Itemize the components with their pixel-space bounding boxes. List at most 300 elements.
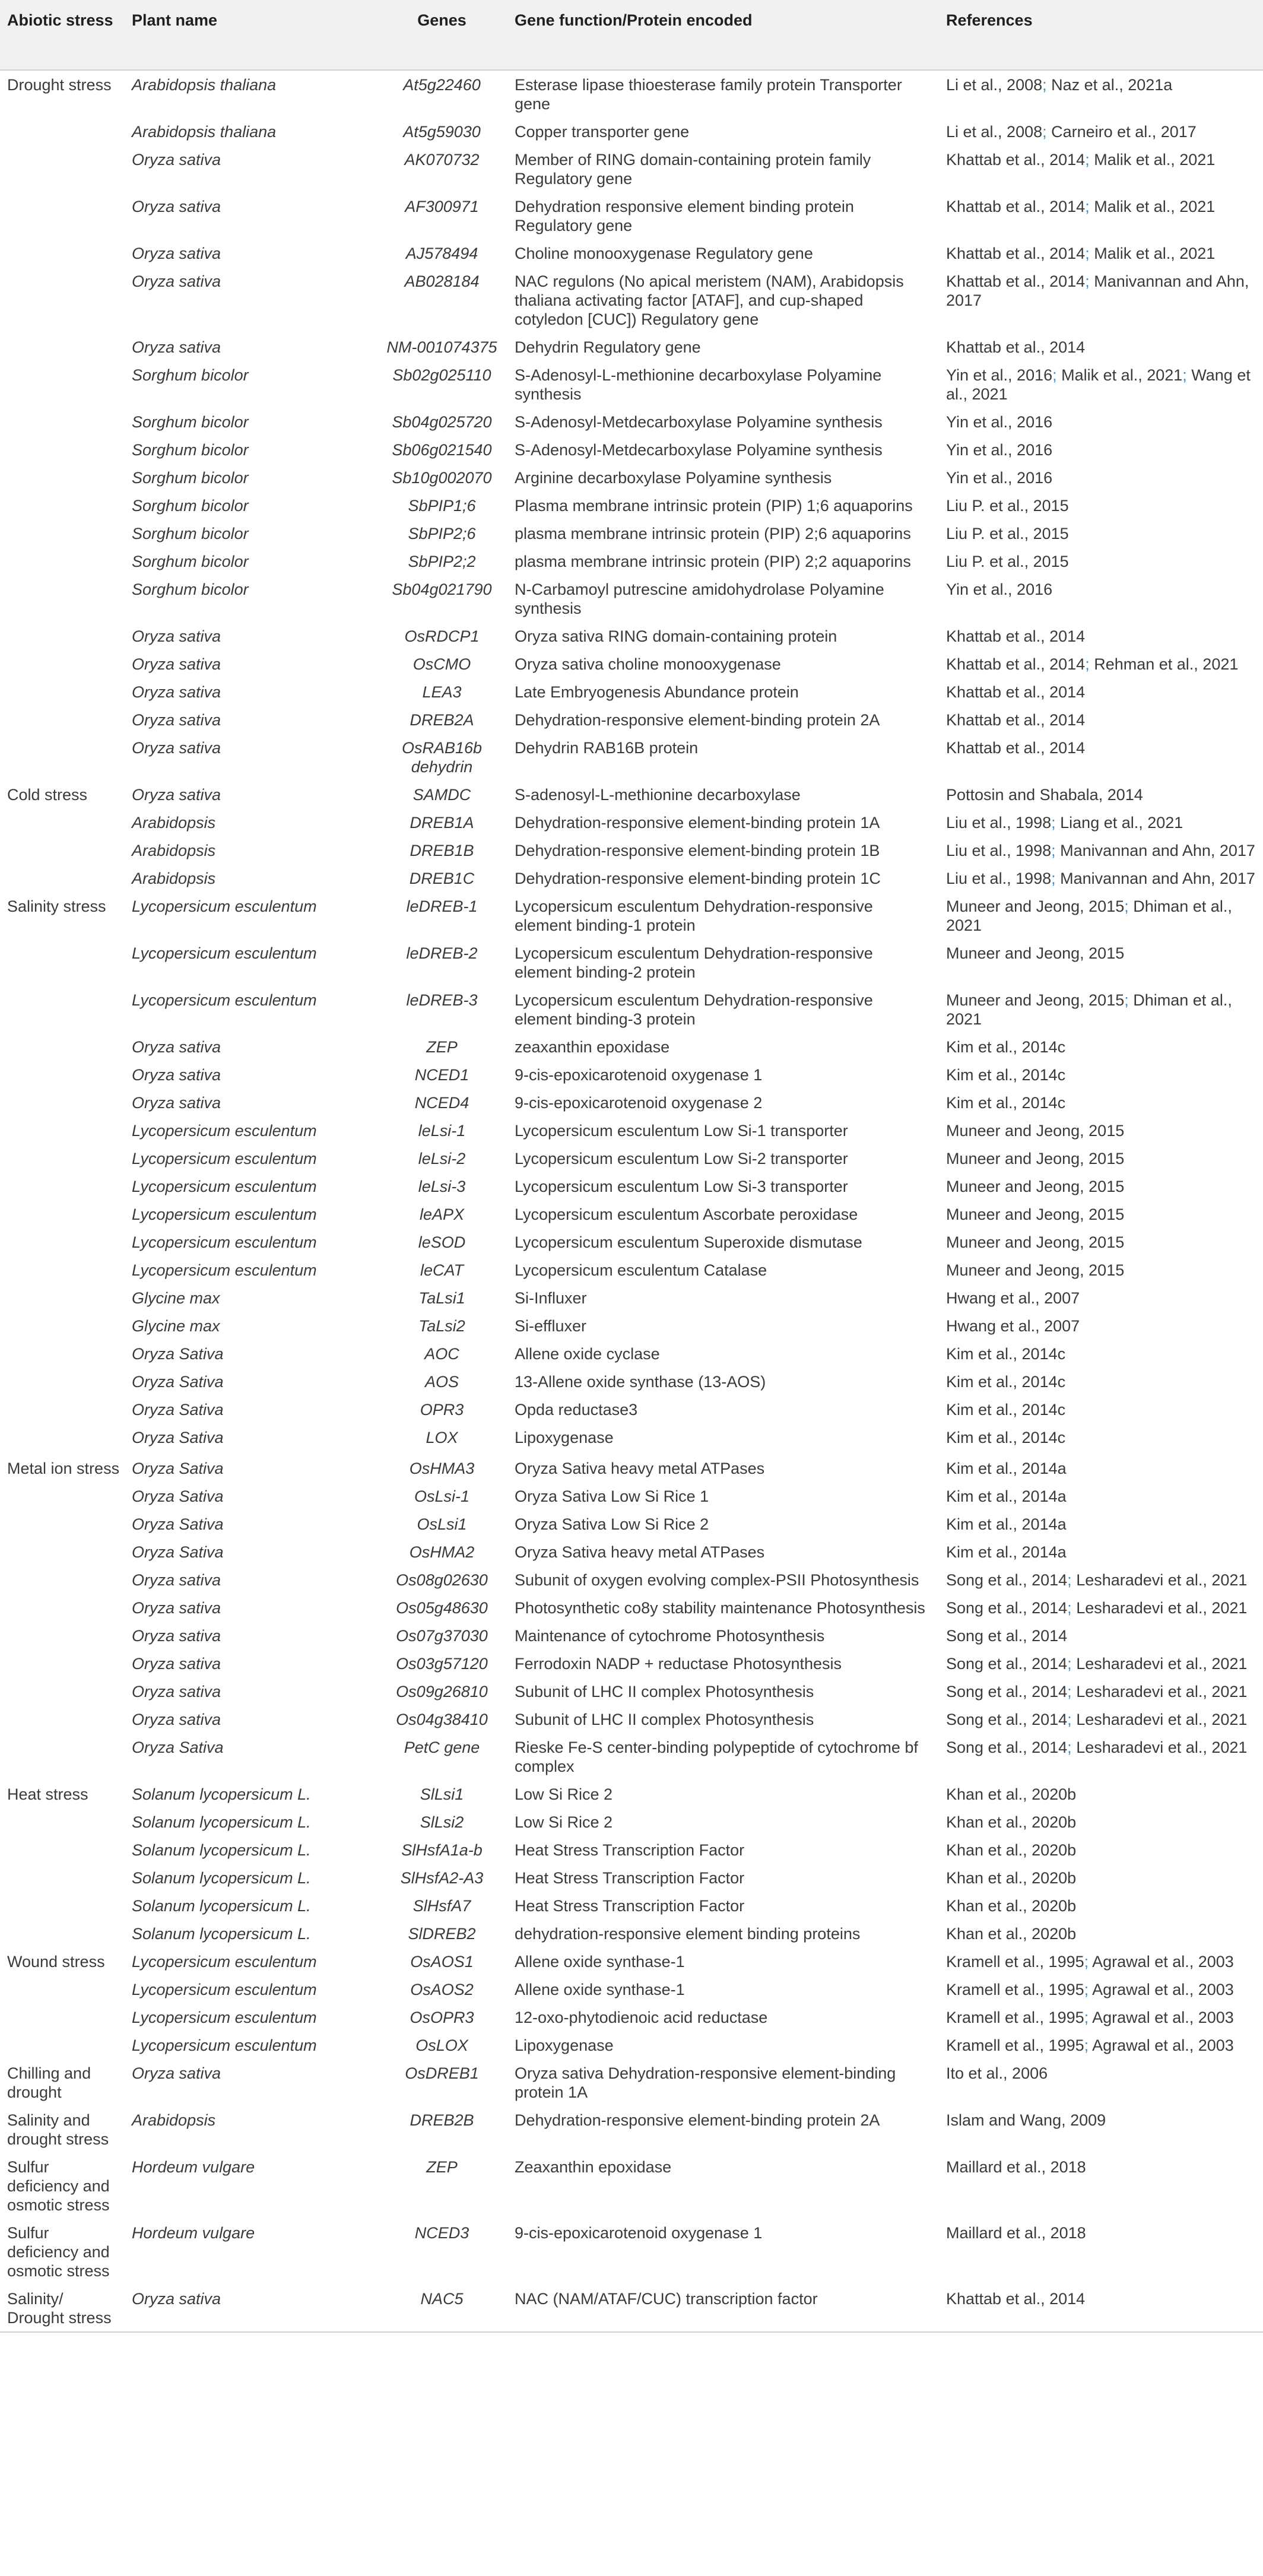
table-row	[0, 267, 1263, 333]
reference-link[interactable]: Manivannan and Ahn, 2017	[1060, 842, 1255, 859]
cell-plant-name: Lycopersicum esculentum	[132, 1150, 317, 1168]
cell-abiotic-stress	[0, 519, 125, 547]
cell-references	[939, 1033, 1263, 1061]
table-row	[0, 118, 1263, 145]
reference-link[interactable]: Li et al., 2008	[946, 76, 1043, 94]
cell-references	[939, 706, 1263, 734]
cell-gene: leAPX	[419, 1205, 465, 1223]
reference-link[interactable]: Malik et al., 2021	[1061, 366, 1183, 384]
reference-link[interactable]: Manivannan and Ahn, 2017	[1060, 870, 1255, 887]
reference-separator: ;	[1084, 1953, 1093, 1971]
reference-link[interactable]: Khattab et al., 2014	[946, 151, 1086, 169]
cell-abiotic-stress	[0, 1920, 125, 1947]
cell-gene-function: Allene oxide synthase-1	[515, 1953, 685, 1971]
reference-link[interactable]: Song et al., 2014	[946, 1683, 1068, 1701]
reference-link[interactable]: Yin et al., 2016	[946, 366, 1053, 384]
table-row	[0, 1920, 1263, 1947]
cell-gene-function: Rieske Fe-S center-binding polypeptide of cytochrome bf complex	[515, 1739, 918, 1775]
cell-gene-function: Photosynthetic co8y stability maintenance Photosynthesis	[515, 1599, 925, 1617]
table-row	[0, 1089, 1263, 1116]
cell-gene: OPR3	[420, 1401, 464, 1419]
reference-separator: ;	[1067, 1683, 1077, 1701]
table-row	[0, 864, 1263, 892]
cell-references	[939, 361, 1263, 408]
cell-gene: Sb04g025720	[392, 413, 492, 431]
reference-link[interactable]: Kim et al., 2014a	[946, 1543, 1067, 1561]
reference-link[interactable]: Hwang et al., 2007	[946, 1317, 1080, 1335]
reference-separator: ;	[1067, 1599, 1077, 1617]
cell-gene-function: Opda reductase3	[515, 1401, 638, 1419]
cell-abiotic-stress	[0, 1594, 125, 1622]
cell-references	[939, 1284, 1263, 1312]
table-header-row	[0, 0, 1263, 70]
cell-gene-function: NAC regulons (No apical meristem (NAM), Arabidopsis thaliana activating factor [ATAF], and cup-shaped cotyledon [CUC]) Regulatory gene	[515, 272, 904, 328]
cell-abiotic-stress	[0, 145, 125, 192]
cell-gene: NAC5	[374, 2285, 507, 2332]
cell-gene-function: dehydration-responsive element binding proteins	[515, 1925, 861, 1943]
reference-link[interactable]: Khattab et al., 2014	[946, 198, 1086, 215]
reference-link[interactable]: Khan et al., 2020b	[946, 1785, 1077, 1803]
cell-gene: AOC	[424, 1345, 459, 1363]
cell-plant-name: Solanum lycopersicum L.	[132, 1813, 311, 1831]
table-row	[0, 575, 1263, 622]
cell-abiotic-stress: Drought stress	[7, 76, 112, 94]
reference-link[interactable]: Kramell et al., 1995	[946, 2036, 1084, 2054]
reference-link[interactable]: Khattab et al., 2014	[946, 683, 1086, 701]
cell-gene: OsHMA2	[409, 1543, 475, 1561]
table-row	[0, 1649, 1263, 1677]
reference-link[interactable]: Manivannan and Ahn, 2017	[946, 272, 1249, 309]
cell-references	[939, 547, 1263, 575]
reference-link[interactable]: Carneiro et al., 2017	[1051, 123, 1197, 141]
cell-gene: Os07g37030	[396, 1627, 488, 1645]
cell-plant-name: Arabidopsis	[132, 2111, 216, 2129]
cell-gene: NM-001074375	[386, 338, 497, 356]
cell-gene-function: plasma membrane intrinsic protein (PIP) 2;6 aquaporins	[515, 525, 911, 543]
reference-link[interactable]: Kim et al., 2014c	[946, 1429, 1066, 1446]
cell-references	[939, 1510, 1263, 1538]
reference-link[interactable]: Lesharadevi et al., 2021	[1076, 1655, 1248, 1673]
cell-gene: ZEP	[426, 2158, 458, 2176]
cell-gene-function: Zeaxanthin epoxidase	[515, 2158, 672, 2176]
cell-gene-function: Oryza Sativa Low Si Rice 1	[515, 1487, 709, 1505]
cell-plant-name: Lycopersicum esculentum	[132, 1953, 317, 1971]
reference-link[interactable]: Song et al., 2014	[946, 1627, 1068, 1645]
reference-link[interactable]: Khan et al., 2020b	[946, 1925, 1077, 1943]
cell-gene: DREB2B	[410, 2111, 474, 2129]
reference-link[interactable]: Yin et al., 2016	[946, 580, 1053, 598]
reference-link[interactable]: Liu P. et al., 2015	[946, 497, 1069, 515]
reference-separator: ;	[1051, 842, 1061, 859]
reference-link[interactable]: Kim et al., 2014c	[946, 1094, 1066, 1112]
cell-abiotic-stress	[0, 986, 125, 1033]
cell-abiotic-stress: Wound stress	[7, 1953, 105, 1971]
table-row	[0, 1482, 1263, 1510]
cell-abiotic-stress	[0, 836, 125, 864]
cell-gene-function: Plasma membrane intrinsic protein (PIP) 1;6 aquaporins	[515, 497, 913, 515]
cell-references	[939, 1892, 1263, 1920]
cell-abiotic-stress	[0, 118, 125, 145]
table-row	[0, 464, 1263, 491]
reference-link[interactable]: Ito et al., 2006	[946, 2064, 1048, 2082]
reference-link[interactable]: Kim et al., 2014c	[946, 1066, 1066, 1084]
cell-gene: At5g59030	[403, 123, 481, 141]
cell-abiotic-stress	[0, 939, 125, 986]
cell-gene: SbPIP2;6	[408, 525, 476, 543]
cell-abiotic-stress	[0, 1172, 125, 1200]
reference-link[interactable]: Song et al., 2014	[946, 1711, 1068, 1728]
cell-references	[939, 734, 1263, 781]
reference-link[interactable]: Naz et al., 2021a	[1051, 76, 1173, 94]
cell-gene: leDREB-3	[406, 991, 478, 1009]
cell-abiotic-stress	[0, 678, 125, 706]
table-row	[0, 70, 1263, 118]
reference-separator: ;	[1085, 198, 1094, 215]
reference-link[interactable]: Khan et al., 2020b	[946, 1841, 1077, 1859]
reference-link[interactable]: Li et al., 2008	[946, 123, 1043, 141]
reference-link[interactable]: Liu P. et al., 2015	[946, 525, 1069, 543]
cell-abiotic-stress: Cold stress	[7, 786, 88, 804]
reference-link[interactable]: Rehman et al., 2021	[1094, 655, 1239, 673]
reference-link[interactable]: Muneer and Jeong, 2015	[946, 991, 1125, 1009]
cell-references	[939, 145, 1263, 192]
cell-gene-function: Allene oxide cyclase	[515, 1345, 660, 1363]
cell-references	[939, 464, 1263, 491]
cell-abiotic-stress	[0, 2031, 125, 2059]
table-row	[0, 1566, 1263, 1594]
cell-gene: PetC gene	[404, 1739, 480, 1756]
reference-separator: ;	[1084, 2009, 1093, 2026]
cell-gene: SlDREB2	[408, 1925, 476, 1943]
reference-link[interactable]: Liu P. et al., 2015	[946, 553, 1069, 570]
cell-abiotic-stress	[0, 1423, 125, 1454]
reference-link[interactable]: Khattab et al., 2014	[946, 272, 1086, 290]
cell-gene: leLsi-1	[418, 1122, 466, 1140]
reference-link[interactable]: Muneer and Jeong, 2015	[946, 944, 1125, 962]
cell-plant-name: Oryza sativa	[132, 1571, 221, 1589]
cell-gene-function: Maintenance of cytochrome Photosynthesis	[515, 1627, 825, 1645]
reference-link[interactable]: Kim et al., 2014a	[946, 1515, 1067, 1533]
reference-link[interactable]: Liu et al., 1998	[946, 814, 1052, 832]
cell-gene: SbPIP1;6	[408, 497, 476, 515]
reference-separator: ;	[1067, 1571, 1077, 1589]
reference-link[interactable]: Kim et al., 2014c	[946, 1345, 1066, 1363]
reference-separator: ;	[1085, 272, 1094, 290]
cell-abiotic-stress	[0, 622, 125, 650]
cell-abiotic-stress: Metal ion stress	[7, 1460, 120, 1477]
reference-link[interactable]: Kim et al., 2014a	[946, 1487, 1067, 1505]
cell-references	[939, 192, 1263, 239]
cell-gene-function: Oryza sativa choline monooxygenase	[515, 655, 781, 673]
cell-abiotic-stress: Salinity stress	[7, 897, 106, 915]
cell-plant-name: Glycine max	[132, 1289, 220, 1307]
cell-gene: SbPIP2;2	[408, 553, 476, 570]
cell-plant-name: Oryza Sativa	[132, 1429, 224, 1446]
reference-separator: ;	[1042, 123, 1052, 141]
reference-link[interactable]: Khan et al., 2020b	[946, 1869, 1077, 1887]
reference-link[interactable]: Kim et al., 2014c	[946, 1401, 1066, 1419]
reference-link[interactable]: Lesharadevi et al., 2021	[1076, 1683, 1248, 1701]
cell-gene-function: Low Si Rice 2	[515, 1785, 613, 1803]
reference-link[interactable]: Lesharadevi et al., 2021	[1076, 1739, 1248, 1756]
reference-link[interactable]: Khattab et al., 2014	[946, 2290, 1086, 2308]
reference-link[interactable]: Khan et al., 2020b	[946, 1813, 1077, 1831]
table-row	[0, 361, 1263, 408]
cell-references	[939, 1920, 1263, 1947]
cell-abiotic-stress: Heat stress	[7, 1785, 88, 1803]
cell-references	[939, 650, 1263, 678]
table-row	[0, 1780, 1263, 1808]
cell-references	[939, 1594, 1263, 1622]
cell-abiotic-stress	[0, 1089, 125, 1116]
reference-link[interactable]: Muneer and Jeong, 2015	[946, 1150, 1125, 1168]
cell-abiotic-stress	[0, 1975, 125, 2003]
table-row	[0, 678, 1263, 706]
cell-references	[939, 1677, 1263, 1705]
reference-link[interactable]: Agrawal et al., 2003	[1092, 2036, 1234, 2054]
cell-gene-function: Lycopersicum esculentum Low Si-1 transporter	[515, 1122, 848, 1140]
table-row	[0, 1033, 1263, 1061]
reference-link[interactable]: Pottosin and Shabala, 2014	[946, 786, 1143, 804]
cell-gene-function: Choline monooxygenase Regulatory gene	[515, 245, 813, 262]
cell-abiotic-stress: Salinity and drought stress	[7, 2111, 109, 2148]
cell-references	[939, 678, 1263, 706]
cell-gene: leSOD	[418, 1233, 466, 1251]
cell-references	[939, 2059, 1263, 2106]
reference-link[interactable]: Dhiman et al., 2021	[946, 991, 1232, 1028]
cell-abiotic-stress	[0, 192, 125, 239]
cell-plant-name: Oryza sativa	[132, 1655, 221, 1673]
reference-link[interactable]: Hwang et al., 2007	[946, 1289, 1080, 1307]
cell-plant-name: Lycopersicum esculentum	[132, 1261, 317, 1279]
reference-link[interactable]: Kramell et al., 1995	[946, 1953, 1084, 1971]
table-row	[0, 1312, 1263, 1340]
cell-gene-function: 12-oxo-phytodienoic acid reductase	[515, 2009, 768, 2026]
cell-references	[939, 2106, 1263, 2153]
cell-gene: TaLsi2	[418, 1317, 465, 1335]
table-row	[0, 1423, 1263, 1454]
reference-separator: ;	[1051, 814, 1061, 832]
table-row	[0, 1256, 1263, 1284]
cell-references	[939, 70, 1263, 118]
reference-link[interactable]: Muneer and Jeong, 2015	[946, 1233, 1125, 1251]
cell-gene: Sb02g025110	[392, 366, 491, 384]
reference-link[interactable]: Malik et al., 2021	[1094, 245, 1216, 262]
cell-gene-function: Subunit of oxygen evolving complex-PSII Photosynthesis	[515, 1571, 919, 1589]
table-row	[0, 436, 1263, 464]
reference-link[interactable]: Khattab et al., 2014	[946, 627, 1086, 645]
reference-link[interactable]: Khattab et al., 2014	[946, 711, 1086, 729]
reference-link[interactable]: Kim et al., 2014c	[946, 1038, 1066, 1056]
cell-plant-name: Oryza sativa	[132, 786, 221, 804]
cell-gene: Os08g02630	[396, 1571, 488, 1589]
cell-abiotic-stress	[0, 267, 125, 333]
table-row	[0, 2106, 1263, 2153]
cell-abiotic-stress	[0, 650, 125, 678]
reference-link[interactable]: Yin et al., 2016	[946, 441, 1053, 459]
reference-link[interactable]: Muneer and Jeong, 2015	[946, 1205, 1125, 1223]
cell-abiotic-stress	[0, 1482, 125, 1510]
table-row	[0, 333, 1263, 361]
cell-references	[939, 1780, 1263, 1808]
cell-abiotic-stress	[0, 333, 125, 361]
header-plant-name: Plant name	[125, 0, 374, 70]
cell-abiotic-stress	[0, 1864, 125, 1892]
cell-gene: Sb04g021790	[392, 580, 492, 598]
cell-abiotic-stress	[0, 1538, 125, 1566]
reference-separator: ;	[1042, 76, 1052, 94]
reference-link[interactable]: Agrawal et al., 2003	[1092, 1953, 1234, 1971]
reference-link[interactable]: Khattab et al., 2014	[946, 739, 1086, 757]
cell-plant-name: Arabidopsis thaliana	[132, 123, 277, 141]
reference-link[interactable]: Kramell et al., 1995	[946, 1981, 1084, 1998]
cell-abiotic-stress	[0, 1566, 125, 1594]
reference-link[interactable]: Khan et al., 2020b	[946, 1897, 1077, 1915]
cell-abiotic-stress: Sulfur deficiency and osmotic stress	[7, 2158, 110, 2214]
cell-references	[939, 836, 1263, 864]
cell-plant-name: Lycopersicum esculentum	[132, 1233, 317, 1251]
reference-link[interactable]: Muneer and Jeong, 2015	[946, 1178, 1125, 1195]
cell-references	[939, 1482, 1263, 1510]
table-row	[0, 1594, 1263, 1622]
cell-gene: TaLsi1	[418, 1289, 465, 1307]
table-row	[0, 836, 1263, 864]
cell-references	[939, 864, 1263, 892]
cell-gene-function: Dehydrin Regulatory gene	[515, 338, 701, 356]
table-row	[0, 1677, 1263, 1705]
cell-plant-name: Solanum lycopersicum L.	[132, 1925, 311, 1943]
reference-link[interactable]: Khattab et al., 2014	[946, 338, 1086, 356]
cell-gene-function: Dehydration-responsive element-binding protein 1C	[515, 870, 881, 887]
table-row	[0, 734, 1263, 781]
cell-plant-name: Oryza sativa	[132, 627, 221, 645]
cell-plant-name: Oryza sativa	[125, 2285, 374, 2332]
cell-plant-name: Oryza Sativa	[132, 1515, 224, 1533]
reference-link[interactable]: Muneer and Jeong, 2015	[946, 1261, 1125, 1279]
reference-link[interactable]: Dhiman et al., 2021	[946, 897, 1232, 934]
cell-abiotic-stress	[0, 1284, 125, 1312]
cell-gene-function: S-Adenosyl-Metdecarboxylase Polyamine synthesis	[515, 441, 883, 459]
cell-gene-function: Lipoxygenase	[515, 1429, 614, 1446]
table-row	[0, 2285, 1263, 2332]
cell-plant-name: Oryza sativa	[132, 1711, 221, 1728]
cell-abiotic-stress	[0, 1808, 125, 1836]
table-row	[0, 1864, 1263, 1892]
cell-references	[939, 519, 1263, 547]
cell-plant-name: Solanum lycopersicum L.	[132, 1897, 311, 1915]
cell-gene-function: Si-effluxer	[515, 1317, 587, 1335]
reference-link[interactable]: Liu et al., 1998	[946, 870, 1052, 887]
cell-references	[939, 892, 1263, 939]
reference-separator: ;	[1085, 245, 1094, 262]
table-row	[0, 145, 1263, 192]
reference-link[interactable]: Song et al., 2014	[946, 1571, 1068, 1589]
cell-references	[939, 575, 1263, 622]
cell-gene: OsAOS2	[410, 1981, 474, 1998]
cell-gene: OsOPR3	[410, 2009, 474, 2026]
table-row	[0, 1172, 1263, 1200]
cell-gene-function: Lycopersicum esculentum Dehydration-responsive element binding-2 protein	[515, 944, 873, 981]
cell-gene: OsRDCP1	[404, 627, 480, 645]
cell-references	[939, 1975, 1263, 2003]
reference-separator: ;	[1085, 655, 1094, 673]
reference-link[interactable]: Lesharadevi et al., 2021	[1076, 1571, 1248, 1589]
reference-link[interactable]: Muneer and Jeong, 2015	[946, 1122, 1125, 1140]
cell-gene: leDREB-1	[406, 897, 478, 915]
reference-link[interactable]: Kim et al., 2014a	[946, 1460, 1067, 1477]
cell-gene-function: 9-cis-epoxicarotenoid oxygenase 1	[515, 2224, 763, 2242]
cell-plant-name: Lycopersicum esculentum	[132, 1981, 317, 1998]
reference-link[interactable]: Agrawal et al., 2003	[1092, 1981, 1234, 1998]
cell-abiotic-stress	[0, 1312, 125, 1340]
reference-link[interactable]: Khattab et al., 2014	[946, 245, 1086, 262]
cell-plant-name: Oryza sativa	[132, 1599, 221, 1617]
reference-link[interactable]: Song et al., 2014	[946, 1655, 1068, 1673]
cell-gene-function: N-Carbamoyl putrescine amidohydrolase Polyamine synthesis	[515, 580, 884, 617]
reference-link[interactable]: Song et al., 2014	[946, 1739, 1068, 1756]
cell-gene: AK070732	[404, 151, 480, 169]
cell-gene-function: Subunit of LHC II complex Photosynthesis	[515, 1711, 814, 1728]
cell-plant-name: Sorghum bicolor	[132, 441, 249, 459]
cell-plant-name: Oryza sativa	[132, 683, 221, 701]
reference-link[interactable]: Agrawal et al., 2003	[1092, 2009, 1234, 2026]
cell-plant-name: Lycopersicum esculentum	[132, 2036, 317, 2054]
reference-link[interactable]: Muneer and Jeong, 2015	[946, 897, 1125, 915]
cell-references	[939, 1705, 1263, 1733]
cell-references	[939, 1423, 1263, 1454]
cell-abiotic-stress	[0, 1228, 125, 1256]
reference-link[interactable]: Maillard et al., 2018	[946, 2158, 1086, 2176]
reference-link[interactable]: Liu et al., 1998	[946, 842, 1052, 859]
cell-gene-function: Oryza sativa RING domain-containing protein	[515, 627, 837, 645]
cell-gene-function: Lycopersicum esculentum Superoxide dismutase	[515, 1233, 862, 1251]
cell-plant-name: Oryza sativa	[132, 655, 221, 673]
reference-link[interactable]: Lesharadevi et al., 2021	[1076, 1599, 1248, 1617]
cell-references	[939, 622, 1263, 650]
cell-references	[939, 1649, 1263, 1677]
cell-plant-name: Oryza sativa	[132, 2064, 221, 2082]
cell-references	[939, 408, 1263, 436]
cell-references	[939, 436, 1263, 464]
table-row	[0, 1622, 1263, 1649]
reference-link[interactable]: Malik et al., 2021	[1094, 151, 1216, 169]
cell-references	[939, 267, 1263, 333]
reference-link[interactable]: Yin et al., 2016	[946, 469, 1053, 487]
reference-link[interactable]: Malik et al., 2021	[1094, 198, 1216, 215]
header-references: References	[939, 0, 1263, 70]
reference-link[interactable]: Yin et al., 2016	[946, 413, 1053, 431]
table-row	[0, 1061, 1263, 1089]
reference-link[interactable]: Khattab et al., 2014	[946, 655, 1086, 673]
cell-gene-function: S-Adenosyl-Metdecarboxylase Polyamine synthesis	[515, 413, 883, 431]
reference-link[interactable]: Song et al., 2014	[946, 1599, 1068, 1617]
reference-link[interactable]: Islam and Wang, 2009	[946, 2111, 1106, 2129]
cell-abiotic-stress: Sulfur deficiency and osmotic stress	[7, 2224, 110, 2280]
reference-link[interactable]: Liang et al., 2021	[1060, 814, 1183, 832]
reference-link[interactable]: Wang et al., 2021	[946, 366, 1251, 403]
cell-gene-function: Oryza Sativa heavy metal ATPases	[515, 1460, 765, 1477]
cell-gene-function: plasma membrane intrinsic protein (PIP) 2;2 aquaporins	[515, 553, 911, 570]
reference-link[interactable]: Kim et al., 2014c	[946, 1373, 1066, 1391]
reference-link[interactable]: Kramell et al., 1995	[946, 2009, 1084, 2026]
cell-gene-function: Ferrodoxin NADP + reductase Photosynthesis	[515, 1655, 842, 1673]
table-row	[0, 192, 1263, 239]
reference-link[interactable]: Lesharadevi et al., 2021	[1076, 1711, 1248, 1728]
table-row	[0, 1975, 1263, 2003]
cell-references	[939, 491, 1263, 519]
cell-gene: AB028184	[404, 272, 480, 290]
reference-link[interactable]: Maillard et al., 2018	[946, 2224, 1086, 2242]
